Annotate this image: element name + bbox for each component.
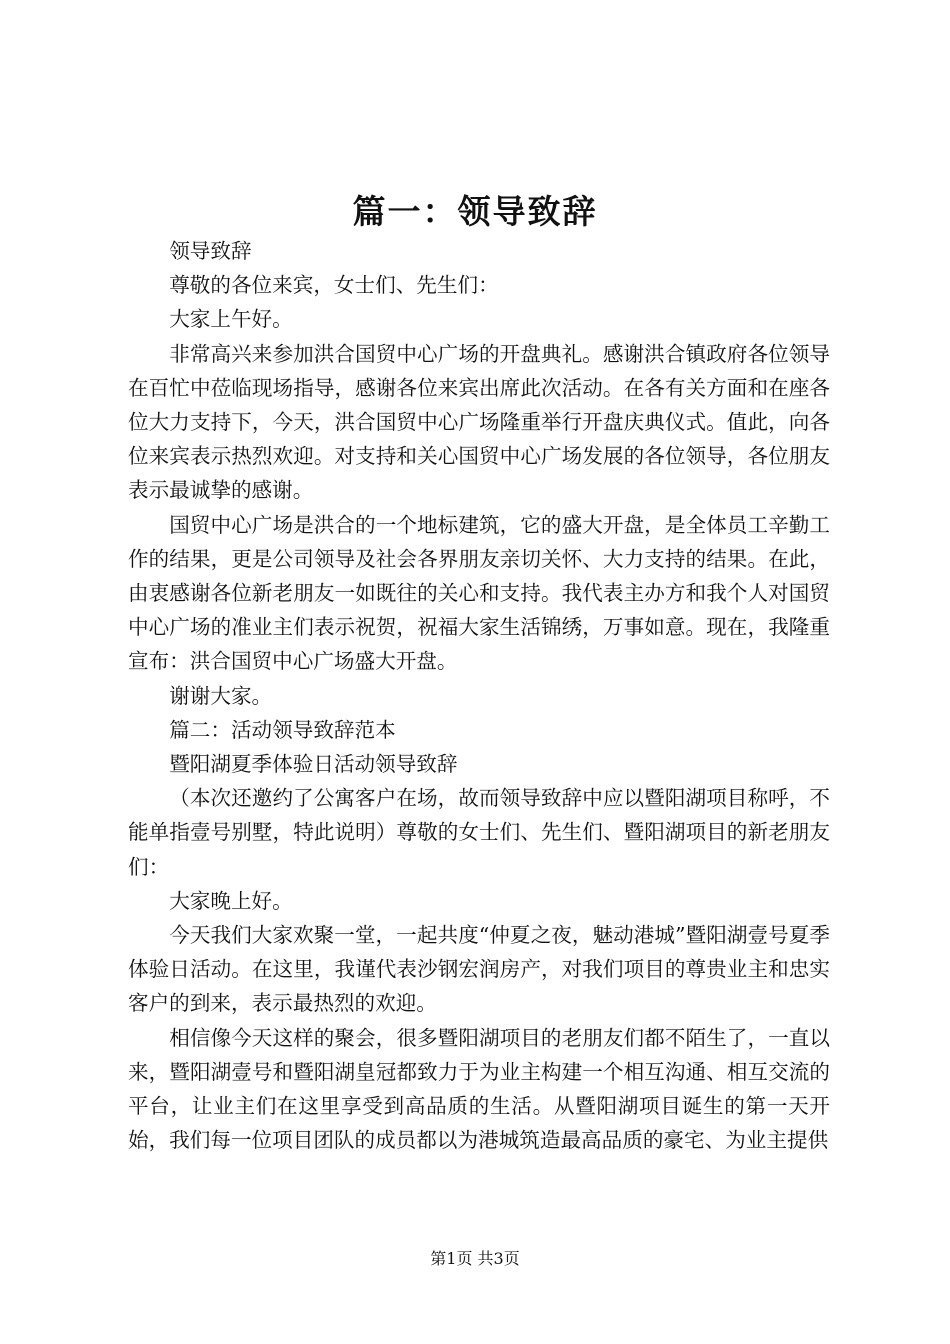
page-footer: 第1页 共3页 [430, 1249, 520, 1268]
paragraph: 今天我们大家欢聚一堂，一起共度“仲夏之夜，魅动港城”暨阳湖壹号夏季体验日活动。在这里，我谨代表沙钢宏润房产，对我们项目的尊贵业主和忠实客户的到来，表示最热烈的欢迎。 [128, 923, 830, 1016]
paragraph: 尊敬的各位来宾，女士们、先生们： [169, 273, 499, 298]
document-body [128, 234, 830, 1157]
paragraph: 领导致辞 [169, 239, 252, 263]
paragraph: 谢谢大家。 [169, 683, 273, 708]
paragraph: 大家上午好。 [169, 307, 293, 332]
paragraph: 大家晚上好。 [169, 888, 293, 913]
paragraph: 相信像今天这样的聚会，很多暨阳湖项目的老朋友们都不陌生了，一直以来，暨阳湖壹号和暨阳湖皇冠都致力于为业主构建一个相互沟通、相互交流的平台，让业主们在这里享受到高品质的生活。从暨阳湖项目诞生的第一天开始，我们每一位项目团队的成员都以为港城筑造最高品质的豪宅、为业主提供 [128, 1025, 830, 1153]
paragraph: 非常高兴来参加洪合国贸中心广场的开盘典礼。感谢洪合镇政府各位领导在百忙中莅临现场指导，感谢各位来宾出席此次活动。在各有关方面和在座各位大力支持下，今天，洪合国贸中心广场隆重举行开盘庆典仪式。值此，向各位来宾表示热烈欢迎。对支持和关心国贸中心广场发展的各位领导，各位朋友表示最诚挚的感谢。 [128, 341, 830, 503]
paragraph: 暨阳湖夏季体验日活动领导致辞 [169, 752, 458, 777]
paragraph: 国贸中心广场是洪合的一个地标建筑，它的盛大开盘，是全体员工辛勤工作的结果，更是公司领导及社会各界朋友亲切关怀、大力支持的结果。在此，由衷感谢各位新老朋友一如既往的关心和支持。我代表主办方和我个人对国贸中心广场的准业主们表示祝贺，祝福大家生活锦绣，万事如意。现在，我隆重宣布：洪合国贸中心广场盛大开盘。 [128, 512, 830, 674]
paragraph: 篇二：活动领导致辞范本 [169, 717, 396, 742]
document-title: 篇一：领导致辞 [352, 192, 598, 231]
paragraph: （本次还邀约了公寓客户在场，故而领导致辞中应以暨阳湖项目称呼，不能单指壹号别墅，特此说明）尊敬的女士们、先生们、暨阳湖项目的新老朋友们： [128, 786, 830, 879]
